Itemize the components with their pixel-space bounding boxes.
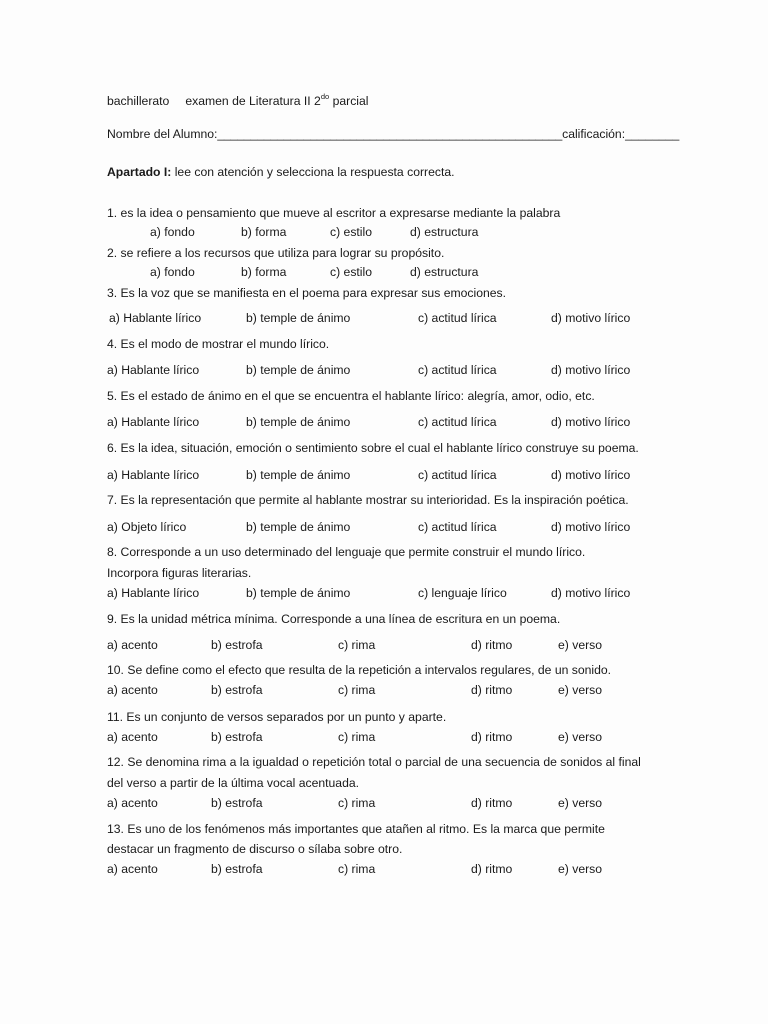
question-13-text-line-1: 13. Es uno de los fenómenos más importantes que atañen al ritmo. Es la marca que permite <box>107 822 605 836</box>
question-12-option-a[interactable]: a) acento <box>107 796 158 810</box>
question-12-option-c[interactable]: c) rima <box>338 796 376 810</box>
question-10-option-e[interactable]: e) verso <box>558 683 603 697</box>
question-5-option-c[interactable]: c) actitud lírica <box>418 415 497 429</box>
question-7-option-d[interactable]: d) motivo lírico <box>551 520 631 534</box>
question-7-text: 7. Es la representación que permite al hablante mostrar su interioridad. Es la inspiración poética. <box>107 493 629 507</box>
question-5-text: 5. Es el estado de ánimo en el que se encuentra el hablante lírico: alegría, amor, odio, etc. <box>107 389 595 403</box>
student-name-label: Nombre del Alumno: <box>107 127 218 141</box>
exam-title-superscript: do <box>320 92 330 101</box>
question-9-option-b[interactable]: b) estrofa <box>211 638 263 652</box>
question-4-text: 4. Es el modo de mostrar el mundo lírico. <box>107 337 330 351</box>
grade-label: calificación: <box>562 127 626 141</box>
question-8-text-line-2: Incorpora figuras literarias. <box>107 566 252 580</box>
question-3-option-c[interactable]: c) actitud lírica <box>418 311 497 325</box>
section-title: Apartado I: <box>107 165 172 179</box>
question-10-option-b[interactable]: b) estrofa <box>211 683 263 697</box>
question-1-option-b[interactable]: b) forma <box>241 225 287 239</box>
question-13-option-e[interactable]: e) verso <box>558 862 603 876</box>
question-9-text: 9. Es la unidad métrica mínima. Corresponde a una línea de escritura en un poema. <box>107 612 561 626</box>
question-12-text-line-2: del verso a partir de la última vocal acentuada. <box>107 776 360 790</box>
section-heading <box>107 166 455 178</box>
question-7-option-c[interactable]: c) actitud lírica <box>418 520 497 534</box>
question-9-option-c[interactable]: c) rima <box>338 638 376 652</box>
question-8-option-c[interactable]: c) lenguaje lírico <box>418 586 507 600</box>
question-12-text-line-1: 12. Se denomina rima a la igualdad o repetición total o parcial de una secuencia de sonidos al final <box>107 755 641 769</box>
question-8-option-b[interactable]: b) temple de ánimo <box>246 586 351 600</box>
question-1-option-a[interactable]: a) fondo <box>150 225 195 239</box>
question-10-text: 10. Se define como el efecto que resulta de la repetición a intervalos regulares, de un sonido. <box>107 663 612 677</box>
question-6-option-c[interactable]: c) actitud lírica <box>418 468 497 482</box>
grade-blank[interactable]: ________ <box>625 127 680 141</box>
question-3-text: 3. Es la voz que se manifiesta en el poema para expresar sus emociones. <box>107 286 507 300</box>
question-2-text: 2. se refiere a los recursos que utiliza para lograr su propósito. <box>107 246 445 260</box>
question-9-option-a[interactable]: a) acento <box>107 638 158 652</box>
question-10-option-d[interactable]: d) ritmo <box>471 683 513 697</box>
question-11-option-e[interactable]: e) verso <box>558 730 603 744</box>
question-3-option-d[interactable]: d) motivo lírico <box>551 311 631 325</box>
question-5-option-a[interactable]: a) Hablante lírico <box>107 415 200 429</box>
question-12-option-d[interactable]: d) ritmo <box>471 796 513 810</box>
question-3-option-a[interactable]: a) Hablante lírico <box>109 311 202 325</box>
exam-title: examen de Literatura II 2 <box>185 94 321 108</box>
question-1-text: 1. es la idea o pensamiento que mueve al escritor a expresarse mediante la palabra <box>107 206 561 220</box>
question-4-option-a[interactable]: a) Hablante lírico <box>107 363 200 377</box>
level-label: bachillerato <box>107 94 170 108</box>
question-7-option-b[interactable]: b) temple de ánimo <box>246 520 351 534</box>
question-7-option-a[interactable]: a) Objeto lírico <box>107 520 187 534</box>
question-6-option-d[interactable]: d) motivo lírico <box>551 468 631 482</box>
question-4-option-c[interactable]: c) actitud lírica <box>418 363 497 377</box>
question-12-option-e[interactable]: e) verso <box>558 796 603 810</box>
question-13-option-a[interactable]: a) acento <box>107 862 158 876</box>
question-8-text-line-1: 8. Corresponde a un uso determinado del lenguaje que permite construir el mundo lírico. <box>107 545 586 559</box>
exam-title-end: parcial <box>329 94 369 108</box>
question-4-option-d[interactable]: d) motivo lírico <box>551 363 631 377</box>
section-instructions: lee con atención y selecciona la respuesta correcta. <box>171 165 455 179</box>
question-2-option-b[interactable]: b) forma <box>241 265 287 279</box>
question-13-text-line-2: destacar un fragmento de discurso o sílaba sobre otro. <box>107 842 403 856</box>
question-11-option-d[interactable]: d) ritmo <box>471 730 513 744</box>
question-9-option-e[interactable]: e) verso <box>558 638 603 652</box>
question-5-option-d[interactable]: d) motivo lírico <box>551 415 631 429</box>
question-6-text: 6. Es la idea, situación, emoción o sentimiento sobre el cual el hablante lírico construye su poema. <box>107 441 639 455</box>
question-11-option-c[interactable]: c) rima <box>338 730 376 744</box>
question-1-option-d[interactable]: d) estructura <box>410 225 479 239</box>
question-4-option-b[interactable]: b) temple de ánimo <box>246 363 351 377</box>
question-13-option-c[interactable]: c) rima <box>338 862 376 876</box>
question-2-option-d[interactable]: d) estructura <box>410 265 479 279</box>
question-8-option-d[interactable]: d) motivo lírico <box>551 586 631 600</box>
question-9-option-d[interactable]: d) ritmo <box>471 638 513 652</box>
question-10-option-c[interactable]: c) rima <box>338 683 376 697</box>
question-10-option-a[interactable]: a) acento <box>107 683 158 697</box>
question-11-text: 11. Es un conjunto de versos separados por un punto y aparte. <box>107 710 447 724</box>
question-6-option-b[interactable]: b) temple de ánimo <box>246 468 351 482</box>
question-12-option-b[interactable]: b) estrofa <box>211 796 263 810</box>
question-2-option-a[interactable]: a) fondo <box>150 265 195 279</box>
question-11-option-b[interactable]: b) estrofa <box>211 730 263 744</box>
student-line <box>107 128 679 140</box>
question-2-option-c[interactable]: c) estilo <box>330 265 372 279</box>
question-13-option-d[interactable]: d) ritmo <box>471 862 513 876</box>
question-13-option-b[interactable]: b) estrofa <box>211 862 263 876</box>
question-8-option-a[interactable]: a) Hablante lírico <box>107 586 200 600</box>
question-5-option-b[interactable]: b) temple de ánimo <box>246 415 351 429</box>
question-1-option-c[interactable]: c) estilo <box>330 225 372 239</box>
question-3-option-b[interactable]: b) temple de ánimo <box>246 311 351 325</box>
exam-header <box>107 92 369 108</box>
question-6-option-a[interactable]: a) Hablante lírico <box>107 468 200 482</box>
question-11-option-a[interactable]: a) acento <box>107 730 158 744</box>
student-name-blank[interactable]: ____________________________________________________ <box>217 127 563 141</box>
